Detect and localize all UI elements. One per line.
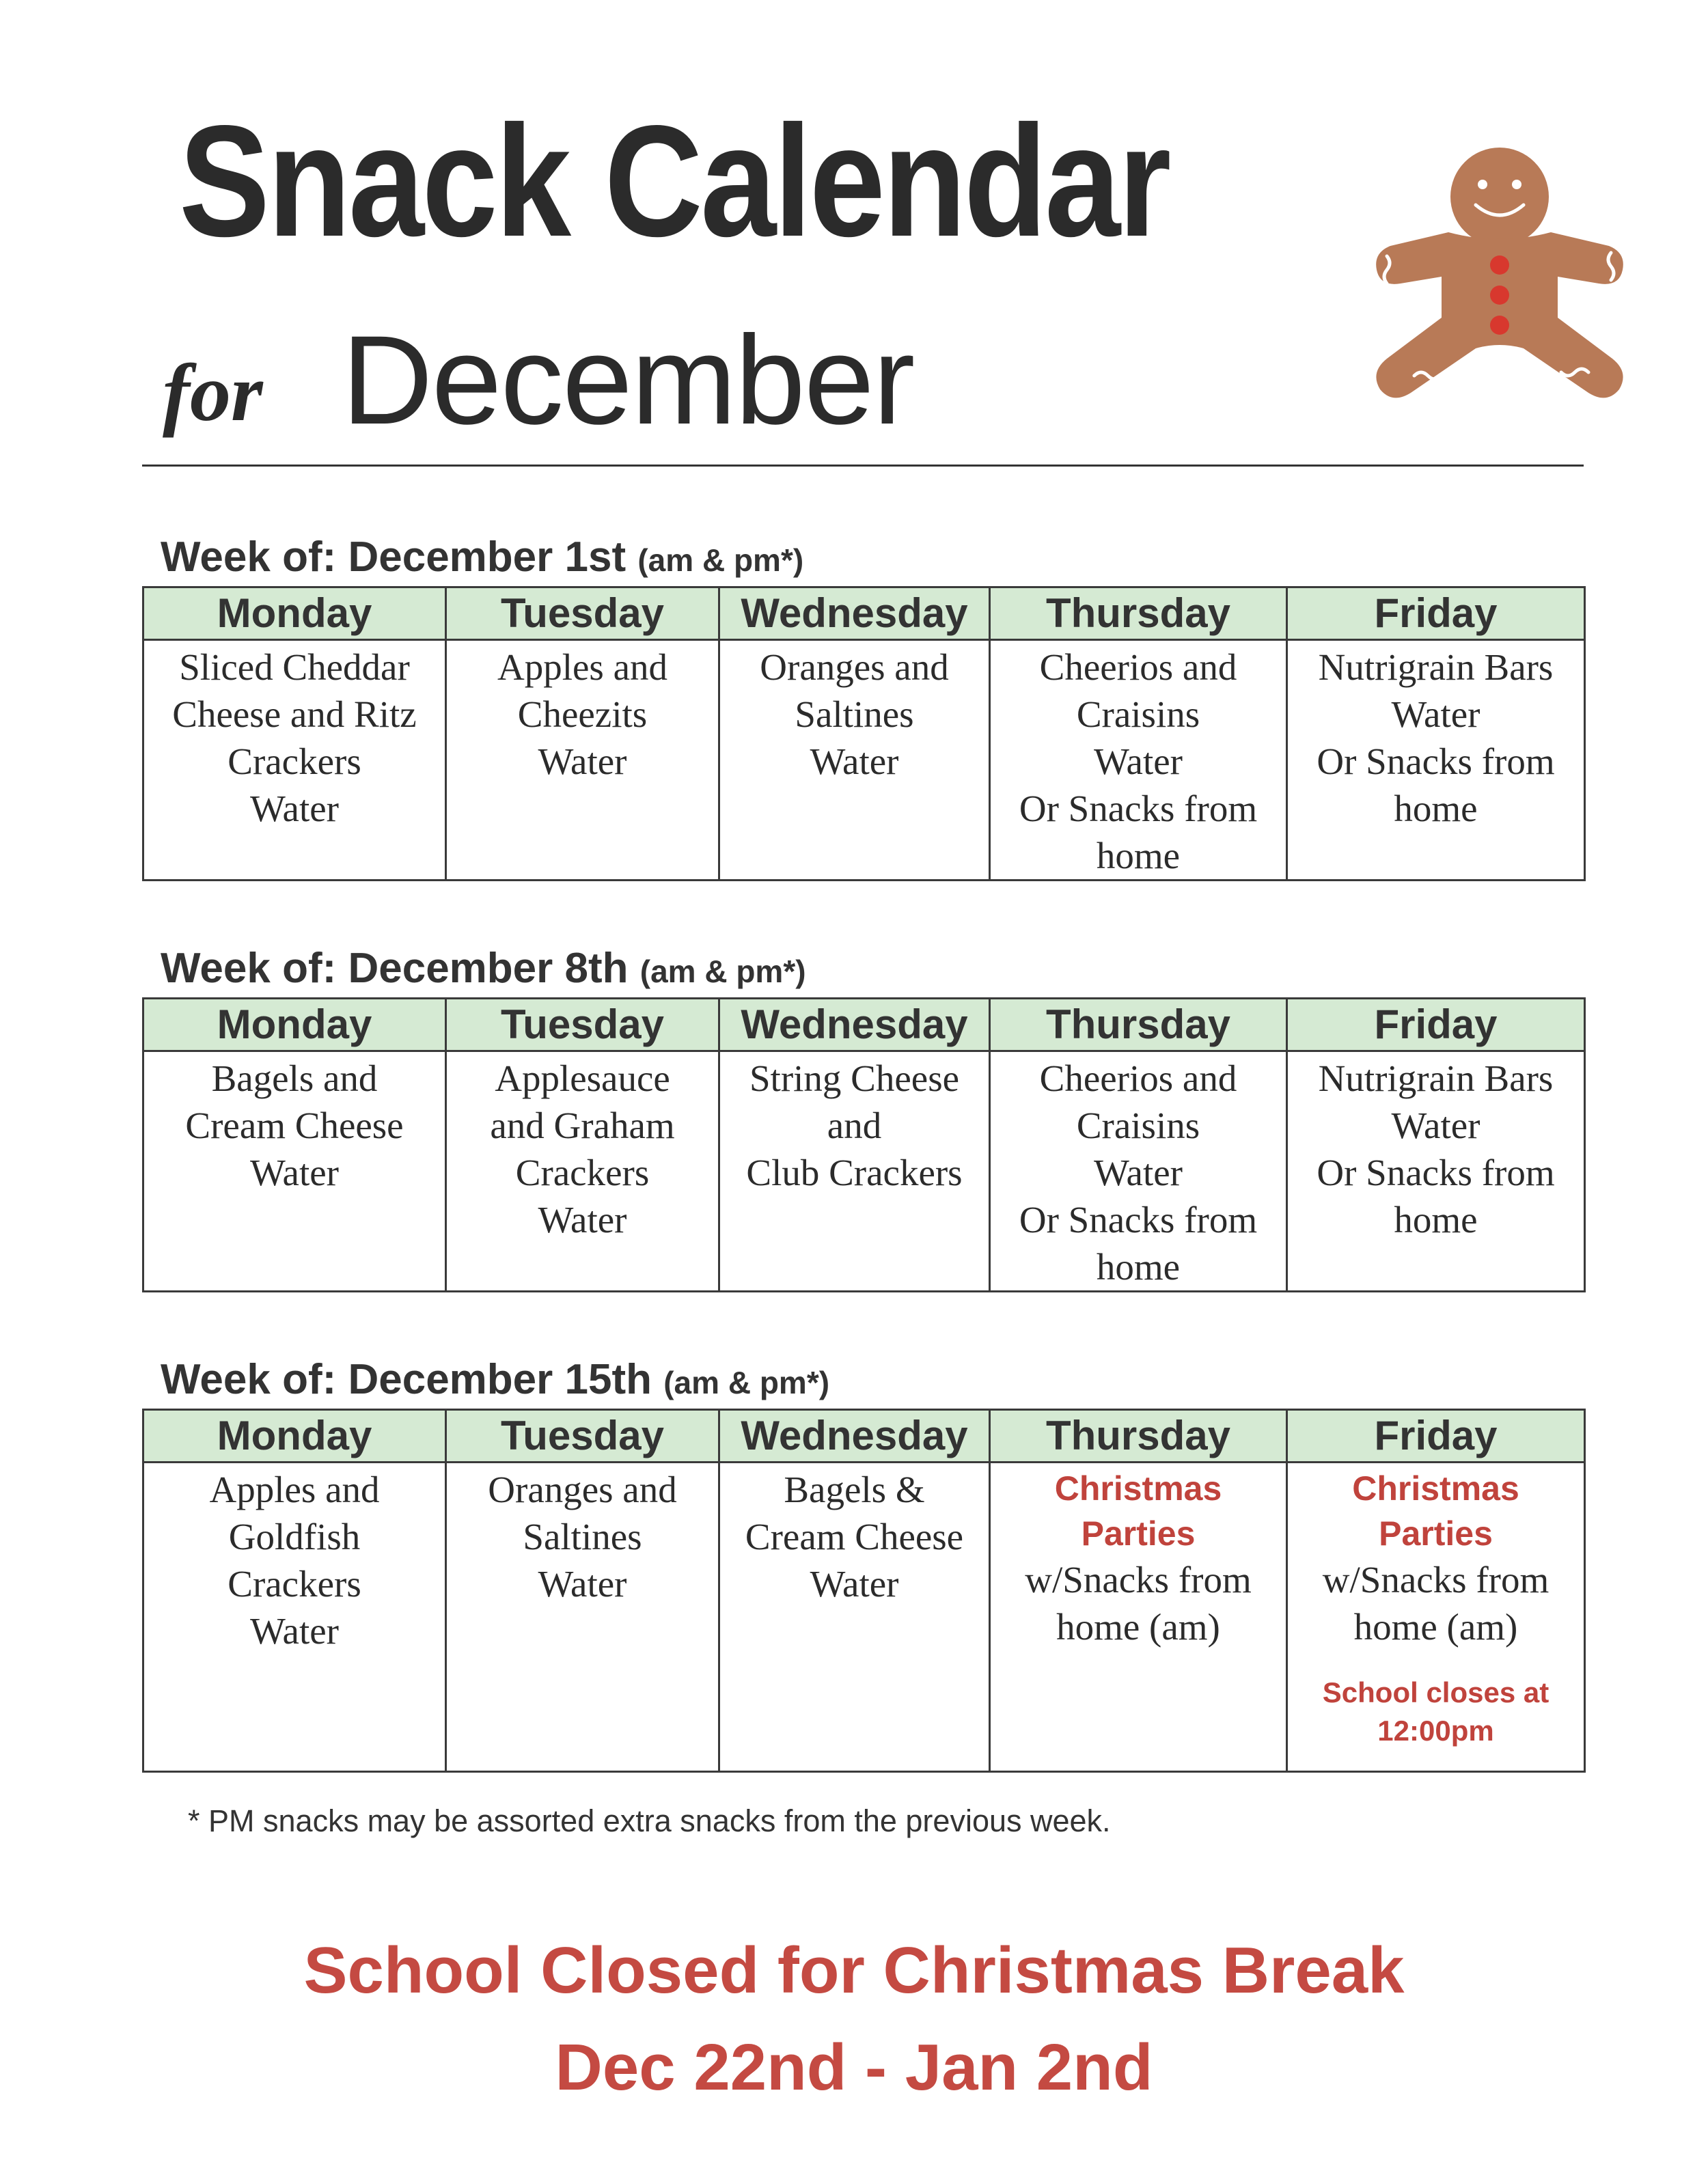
week-2-note: (am & pm*) [639, 954, 806, 989]
week-3-header-row [143, 1410, 1585, 1463]
snack-cell-wednesday [719, 640, 990, 881]
snack-line: Saltines [523, 1516, 642, 1557]
snack-cell-wednesday [719, 1051, 990, 1292]
week-1-label: Week of: December 1st [161, 534, 626, 581]
snack-line: Cheese and Ritz [172, 693, 417, 735]
gingerbread-man-icon [1366, 143, 1633, 417]
snack-cell-monday [143, 1463, 446, 1772]
week-2-table [142, 997, 1586, 1292]
snack-cell-wednesday [719, 1463, 990, 1772]
day-header-monday: Monday [143, 999, 446, 1051]
week-1-note: (am & pm*) [637, 542, 804, 578]
snack-line: Or Snacks from [1317, 1152, 1555, 1193]
snack-line: home [1096, 835, 1181, 876]
snack-line: Crackers [228, 1563, 361, 1605]
snack-line: Craisins [1076, 693, 1200, 735]
snack-line: home [1096, 1246, 1181, 1288]
snack-line: Cream Cheese [745, 1516, 964, 1557]
snack-line: and Graham [490, 1105, 675, 1146]
closing-notice-dates: Dec 22nd - Jan 2nd [555, 2031, 1153, 2104]
snack-line: Cheerios and [1039, 646, 1237, 688]
week-3-heading [161, 1355, 829, 1404]
day-header-friday: Friday [1287, 587, 1585, 640]
snack-line: Or Snacks from [1019, 1199, 1258, 1241]
day-header-thursday: Thursday [990, 1410, 1287, 1463]
snack-line: Water [1094, 1152, 1183, 1193]
week-1-header-row [143, 587, 1585, 640]
snack-line: Bagels and [211, 1057, 378, 1099]
snack-line: Nutrigrain Bars [1318, 646, 1554, 688]
snack-cell-friday [1287, 1463, 1585, 1772]
snack-line: Oranges and [488, 1469, 677, 1510]
spacer [1292, 1650, 1580, 1674]
snack-cell-tuesday [446, 1463, 719, 1772]
snack-line: Club Crackers [746, 1152, 963, 1193]
day-header-tuesday: Tuesday [446, 999, 719, 1051]
day-header-tuesday: Tuesday [446, 587, 719, 640]
snack-cell-thursday [990, 1463, 1287, 1772]
week-1-table [142, 586, 1586, 881]
snack-line: Water [810, 1563, 899, 1605]
snack-line: Oranges and [760, 646, 949, 688]
closing-notice-line-1: School Closed for Christmas Break [303, 1934, 1405, 2007]
day-header-monday: Monday [143, 587, 446, 640]
snack-line: Or Snacks from [1317, 740, 1555, 782]
snack-line: Or Snacks from [1019, 788, 1258, 829]
snack-line: Water [250, 1152, 339, 1193]
snack-line: Cream Cheese [185, 1105, 404, 1146]
snack-line: Water [1094, 740, 1183, 782]
snack-line: Applesauce [495, 1057, 670, 1099]
snack-line: Water [538, 740, 627, 782]
snack-line: home (am) [1056, 1606, 1220, 1648]
pm-snack-footnote: * PM snacks may be assorted extra snacks from the previous week. [188, 1803, 1111, 1838]
day-header-friday: Friday [1287, 999, 1585, 1051]
week-2-heading [161, 944, 806, 993]
snack-line: and [827, 1105, 882, 1146]
day-header-wednesday: Wednesday [719, 999, 990, 1051]
snack-line: Bagels & [784, 1469, 925, 1510]
snack-line: Craisins [1076, 1105, 1200, 1146]
day-header-wednesday: Wednesday [719, 1410, 990, 1463]
snack-line: Saltines [795, 693, 914, 735]
snack-line: Water [538, 1563, 627, 1605]
day-header-thursday: Thursday [990, 587, 1287, 640]
week-2-snack-row [143, 1051, 1585, 1292]
snack-line: home [1394, 788, 1478, 829]
subtitle-for: for [163, 347, 263, 438]
day-header-monday: Monday [143, 1410, 446, 1463]
snack-cell-monday [143, 1051, 446, 1292]
header-divider [142, 465, 1584, 467]
snack-line: Water [1391, 693, 1480, 735]
week-3-label: Week of: December 15th [161, 1356, 652, 1403]
snack-line: Apples and [497, 646, 667, 688]
snack-cell-thursday [990, 1051, 1287, 1292]
snack-line: home (am) [1353, 1606, 1518, 1648]
week-1-snack-row [143, 640, 1585, 881]
snack-line: Sliced Cheddar [179, 646, 410, 688]
snack-line: Water [1391, 1105, 1480, 1146]
snack-cell-tuesday [446, 640, 719, 881]
snack-line: Cheerios and [1039, 1057, 1237, 1099]
snack-line: w/Snacks from [1025, 1559, 1252, 1601]
day-header-tuesday: Tuesday [446, 1410, 719, 1463]
early-close-time: 12:00pm [1377, 1715, 1494, 1747]
snack-cell-friday [1287, 1051, 1585, 1292]
snack-line: Water [250, 788, 339, 829]
week-2-header-row [143, 999, 1585, 1051]
day-header-friday: Friday [1287, 1410, 1585, 1463]
snack-line: Water [250, 1610, 339, 1652]
snack-cell-tuesday [446, 1051, 719, 1292]
snack-line: Crackers [228, 740, 361, 782]
snack-line: Water [538, 1199, 627, 1241]
snack-line: Cheezits [517, 693, 648, 735]
snack-line: w/Snacks from [1322, 1559, 1549, 1601]
early-close-note: School closes at [1322, 1676, 1549, 1708]
week-3-table [142, 1409, 1586, 1773]
snack-line: String Cheese [749, 1057, 960, 1099]
christmas-parties-label: Christmas [1352, 1469, 1519, 1508]
snack-line: Crackers [515, 1152, 650, 1193]
snack-line: Apples and [209, 1469, 380, 1510]
snack-cell-thursday [990, 640, 1287, 881]
day-header-wednesday: Wednesday [719, 587, 990, 640]
week-2-label: Week of: December 8th [161, 945, 629, 992]
snack-line: Water [810, 740, 899, 782]
snack-cell-friday [1287, 640, 1585, 881]
snack-line: Nutrigrain Bars [1318, 1057, 1554, 1099]
day-header-thursday: Thursday [990, 999, 1287, 1051]
christmas-parties-label: Christmas [1054, 1469, 1222, 1508]
week-1-heading [161, 533, 803, 581]
week-3-snack-row [143, 1463, 1585, 1772]
subtitle-month: December [342, 310, 914, 451]
snack-line: home [1394, 1199, 1478, 1241]
snack-line: Goldfish [228, 1516, 361, 1557]
christmas-parties-label: Parties [1379, 1514, 1493, 1553]
snack-cell-monday [143, 640, 446, 881]
page-title: Snack Calendar [179, 93, 1169, 270]
christmas-parties-label: Parties [1081, 1514, 1196, 1553]
week-3-note: (am & pm*) [663, 1365, 830, 1400]
